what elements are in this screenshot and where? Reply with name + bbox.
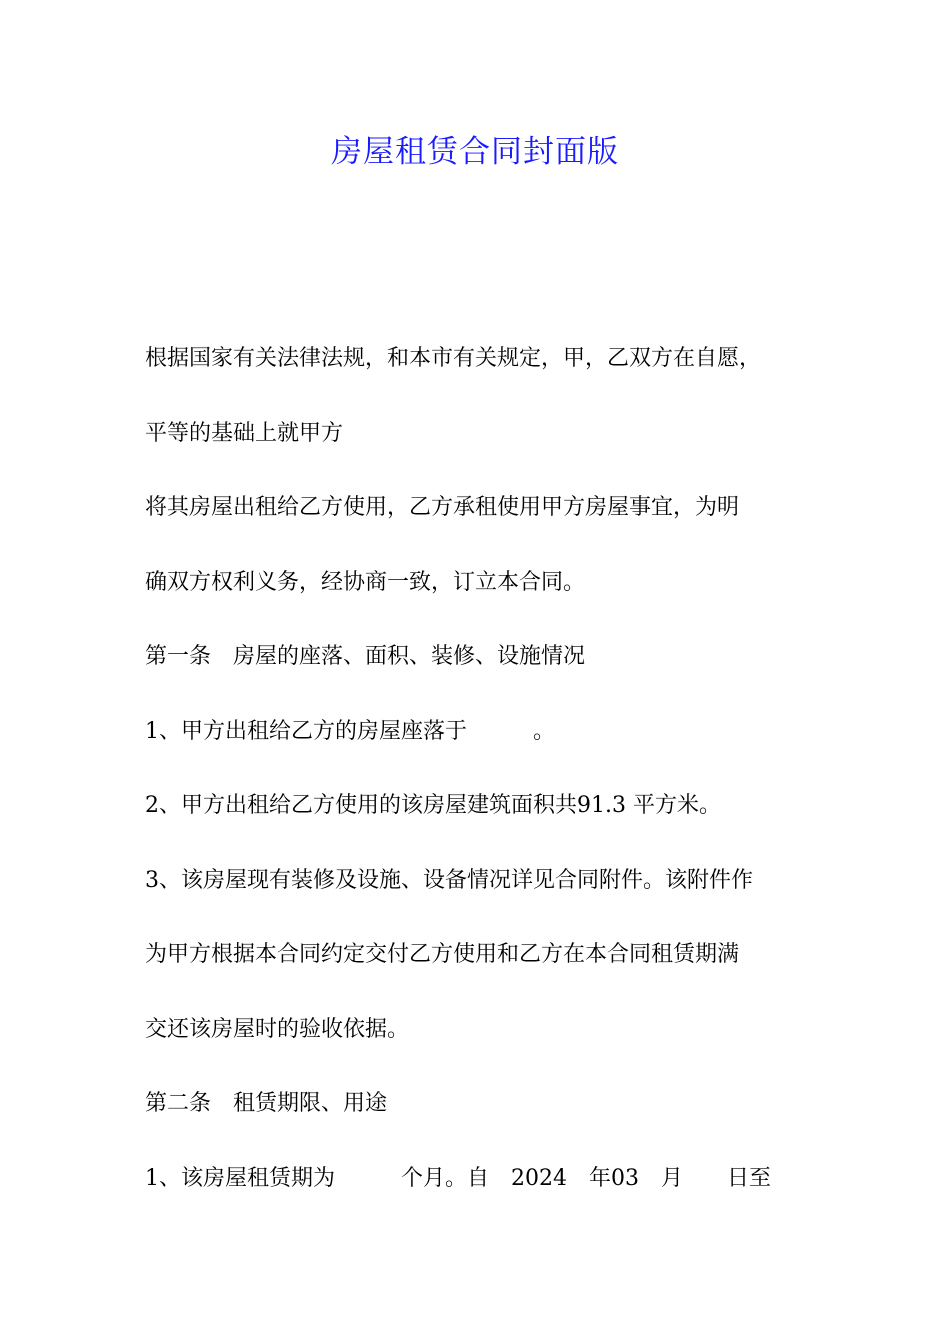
body-line: 1、该房屋租赁期为 个月。自 2024 年03 月 日至 [145,1166,771,1191]
body-line: 2、甲方出租给乙方使用的该房屋建筑面积共91.3 平方米。 [145,793,721,818]
body-line: 1、甲方出租给乙方的房屋座落于 。 [145,719,555,744]
body-line: 交还该房屋时的验收依据。 [145,1017,410,1042]
article-heading: 第一条 房屋的座落、面积、装修、设施情况 [145,644,586,669]
body-line: 根据国家有关法律法规，和本市有关规定，甲，乙双方在自愿， [145,346,762,371]
body-line: 3、该房屋现有装修及设施、设备情况详见合同附件。该附件作 [145,868,753,893]
body-line: 确双方权利义务，经协商一致，订立本合同。 [145,570,586,595]
body-line: 为甲方根据本合同约定交付乙方使用和乙方在本合同租赁期满 [145,942,740,967]
body-line: 将其房屋出租给乙方使用，乙方承租使用甲方房屋事宜，为明 [145,495,740,520]
contract-title: 房屋租赁合同封面版 [331,134,619,170]
article-heading: 第二条 租赁期限、用途 [145,1091,388,1116]
body-line: 平等的基础上就甲方 [145,421,344,446]
